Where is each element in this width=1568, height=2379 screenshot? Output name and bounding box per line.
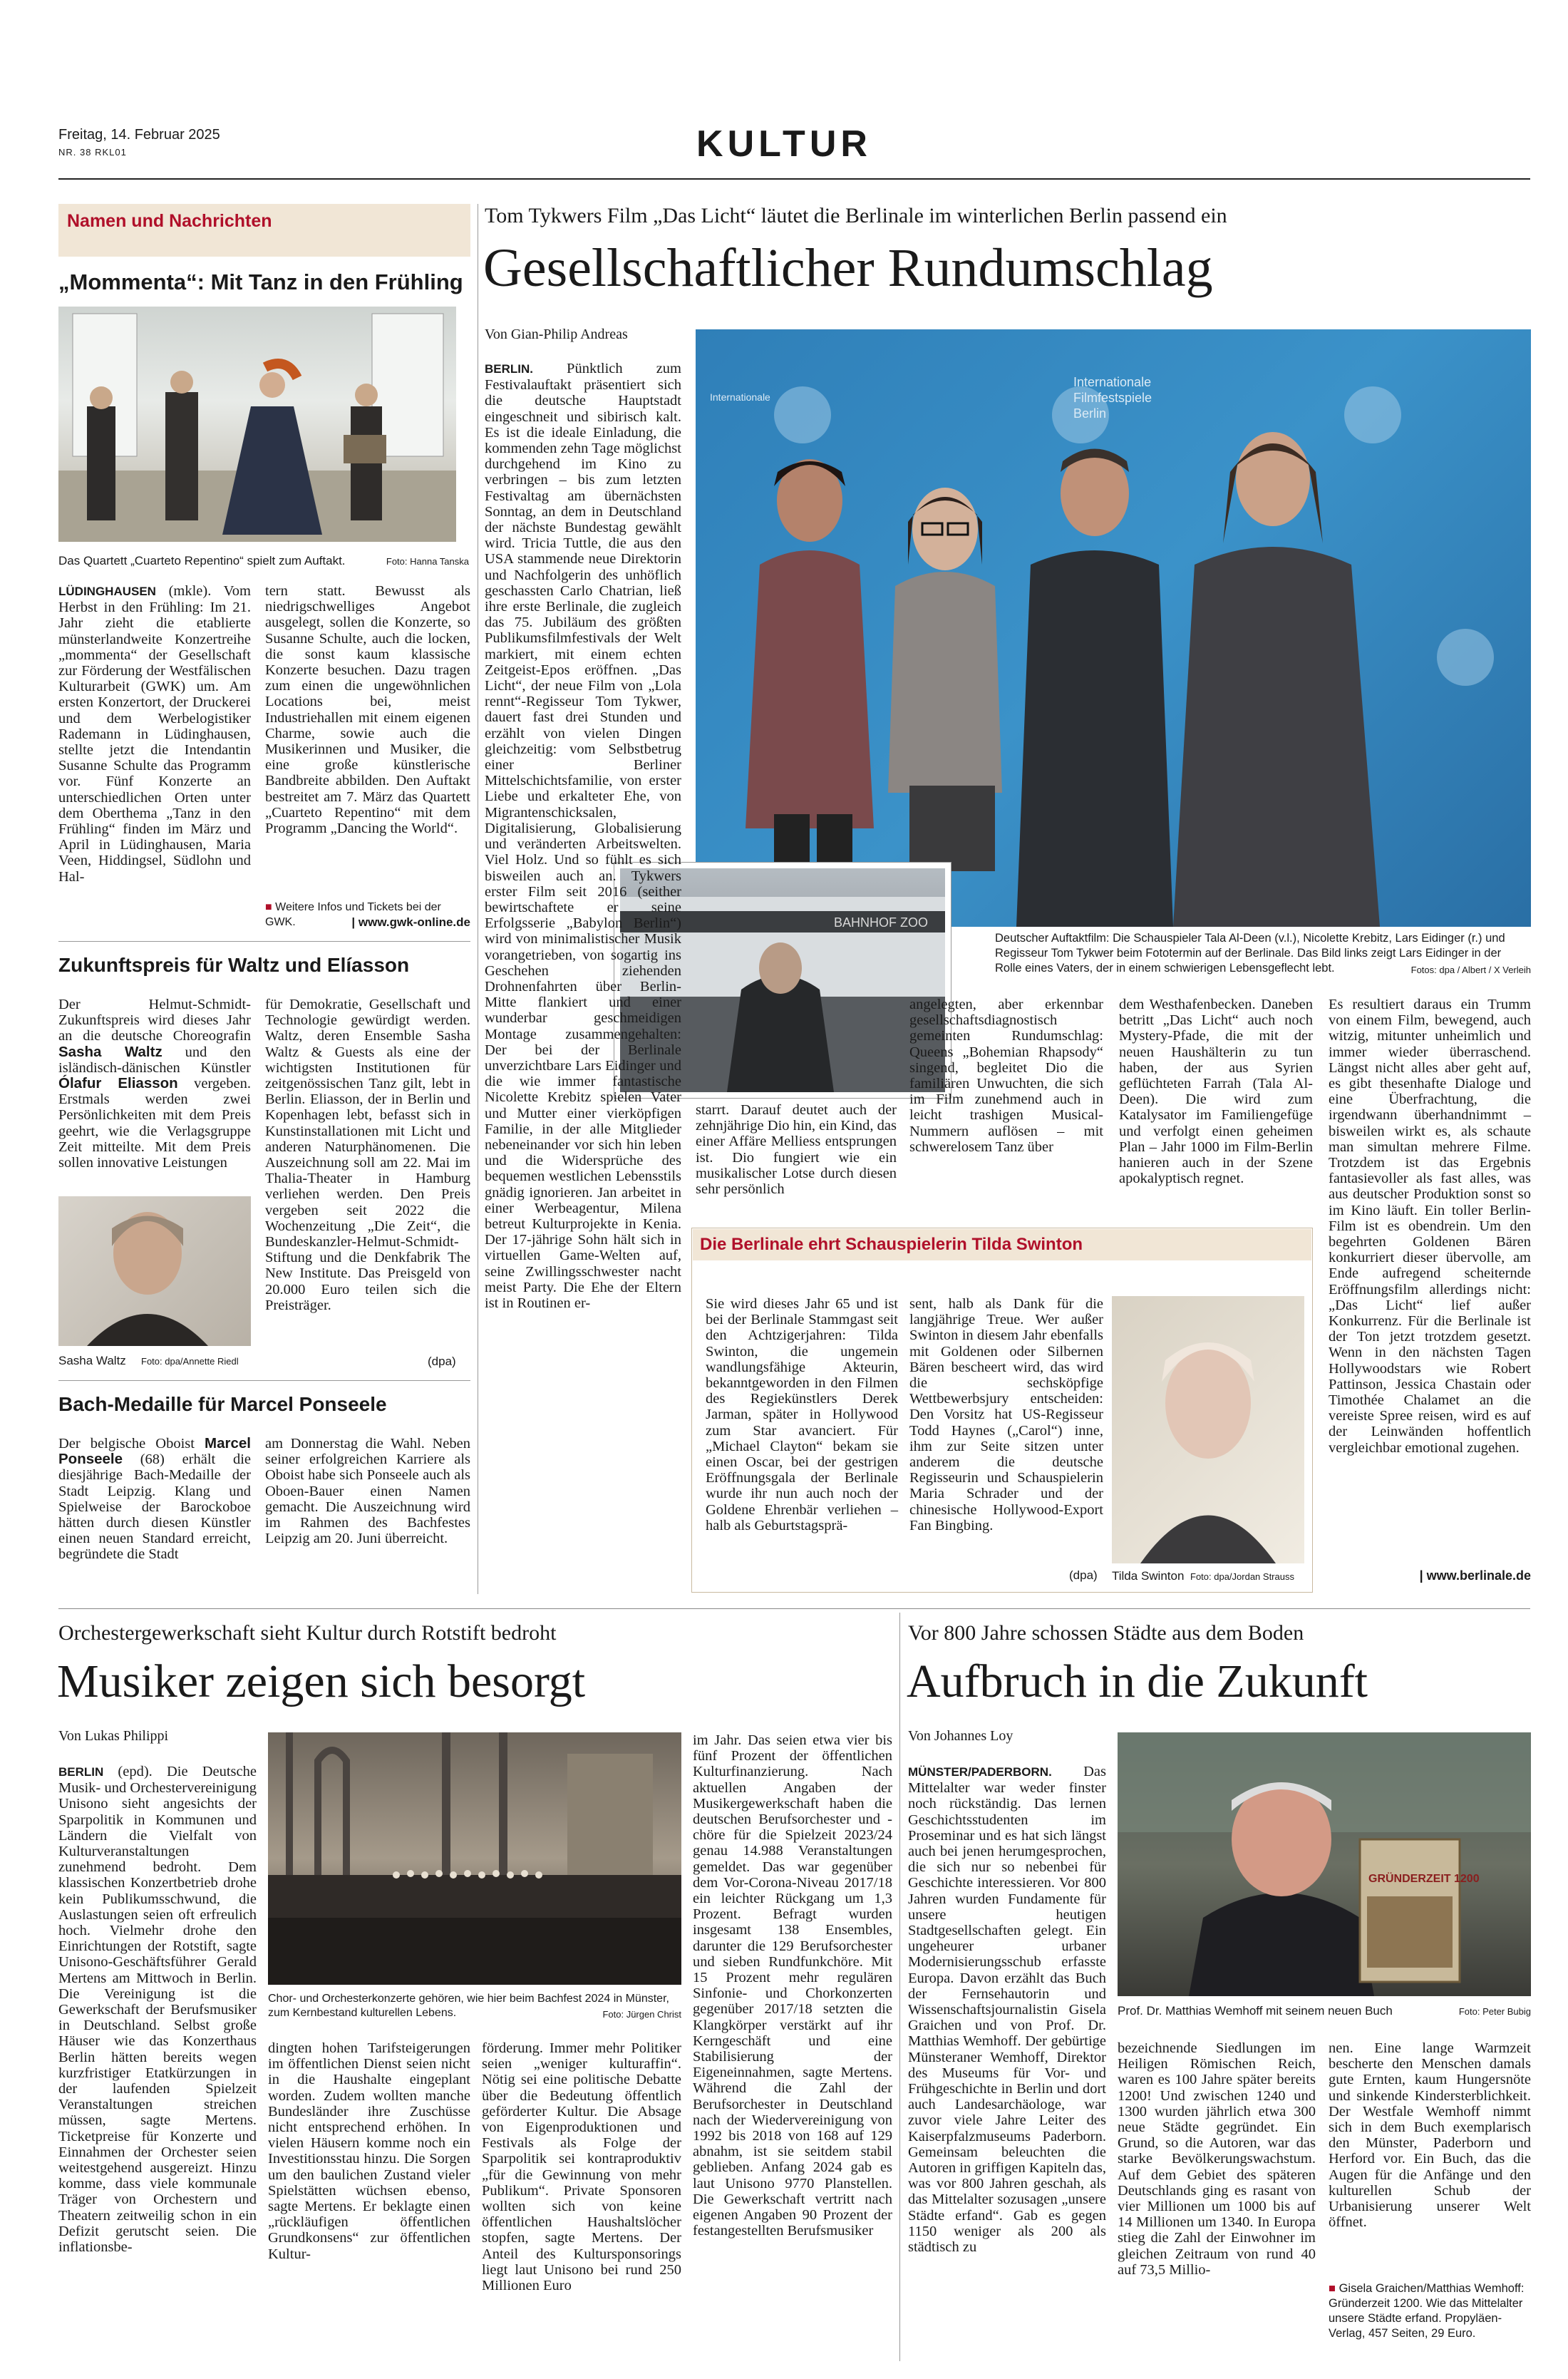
divider (58, 1380, 470, 1381)
main-col3: angelegten, aber erkennbar gesellschaftsdiagnostisch gemeinten Rundumschlag: Queens „Bohemian Rhapsody“ singend, begleitet Dio die familiären Unwuchten, die sich im Film zunehmend auch in leicht trashigen Musical-Nummern auflösen – mit schwerelosem Tanz über (909, 997, 1103, 1155)
wemhoff-photo (1118, 1732, 1531, 1996)
quartet-caption: Das Quartett „Cuarteto Repentino“ spielt zum Auftakt. (58, 554, 346, 567)
book-cover-title: GRÜNDERZEIT 1200 (1368, 1873, 1480, 1885)
tilda-swinton-photo (1112, 1296, 1304, 1563)
bach-col2: am Donnerstag die Wahl. Neben seiner erfolgreichen Karriere als Oboist habe sich Ponseele auch als Oboen-Bauer einen Namen gemacht. Die Auszeichnung wird im Rahmen des Bachfestes Leipzig am 20. Juni überreicht. (265, 1436, 470, 1547)
main-col2: starrt. Darauf deutet auch der zehnjährige Dio hin, ein Kind, das einer Affäre Melliess entsprungen ist. Dio fungiert wie ein musikalischer Lotse durch diesen sehr persönlich (696, 1102, 897, 1198)
station-sign: BAHNHOF ZOO (834, 915, 929, 930)
sasha-waltz-photo (58, 1196, 251, 1346)
concert-caption: Chor- und Orchesterkonzerte gehören, wie hier beim Bachfest 2024 in Münster, zum Kernbestand kulturellen Lebens. (268, 1993, 669, 2019)
main-col5: Es resultiert daraus ein Trumm von einem Film, bewegend, auch witzig, mitunter unheimlich und immer wieder überraschend. Längst nicht alles aber geht auf, es gibt thesenhafte Dialoge und eine Überfrachtung, die irgendwann überhandnimmt – bisweilen wirkt es, als schaute man simultan mehrere Filme. Trotzdem ist das Ergebnis fantasievoller als fast alles, was aus deutscher Produktion sonst so im Kino läuft. Ein toller Berlin-Film ist es obendrein. Um den begehrten Goldenen Bären konkurriert dieser übervolle, am Ende aufregend scheiternde Eröffnungsfilm allerdings nicht: „Das Licht“ lief außer Konkurrenz. Für die Berlinale ist der Ton jetzt trotzdem gesetzt. Wenn in den nächsten Tagen Hollywoodstars wie Robert Pattinson, Jessica Chastain oder Timothée Chalamet an die vereiste Spree reisen, wird es auf der Leinwänden hoffentlich vergleichbar emotional zugehen. (1329, 997, 1531, 1456)
musiker-col3: förderung. Immer mehr Politiker seien „weniger kulturaffin“. Nötig sei eine politische Debatte über die Bedeutung öffentlich geförderter Kultur. Die Absage von Eigenproduktionen und Festivals als Folge der Sparpolitik sei kontraproduktiv „für die Gewinnung von mehr Publikum“. Private Sponsoren wollten sich von keine öffentlichen Haushaltslöcher stopfen, sagte Mertens. Der Anteil des Kultursponsorings liegt laut Unisono bei rund 250 Millionen Euro (482, 2040, 681, 2294)
musiker-byline: Von Lukas Philippi (58, 1728, 169, 1744)
aufbruch-kicker: Vor 800 Jahre schossen Städte aus dem Boden (908, 1621, 1304, 1645)
mommenta-info: ■ Weitere Infos und Tickets bei der GWK. (265, 901, 441, 928)
mommenta-headline: „Mommenta“: Mit Tanz in den Frühling (58, 269, 463, 294)
wemhoff-svg (1118, 1732, 1531, 1996)
bach-col1: Der belgische Oboist Marcel Ponseele (68) erhält die diesjährige Bach-Medaille der Stadt Leipzig. Klang und Spielweise der Barockoboe hätten durch diesen Künstler einen neuen Standard erreicht, begründete die Stadt (58, 1435, 251, 1563)
main-col1: BERLIN. Pünktlich zum Festivalauftakt präsentiert sich die deutsche Hauptstadt eingeschneit und sibirisch kalt. Es ist die ideale Einladung, die kommenden zehn Tage möglichst durchgehend im Kino zu verbringen – bis zum letzten Festivaltag am übernächsten Sonntag, an dem in Deutschland der nächste Bundestag gewählt wird. Tricia Tuttle, die aus den USA stammende neue Direktorin und Nachfolgerin des unhöflich geschassten Carlo Chatrian, ließ ihre erste Berlinale, die zugleich das 75. Jubiläum des größten Publikumsfilmfestivals der Welt markiert, mit einem echten Zeitgeist-Epos eröffnen. „Das Licht“, der neue Film von „Lola rennt“-Regisseur Tom Tykwer, dauert fast drei Stunden und erzählt von vielen Dingen gleichzeitig: vom Selbstbetrug einer Berliner Mittelschichtsfamilie, von erster Liebe und erkalteter Ehe, von Migrantenschicksalen, Digitalisierung, Globalisierung und veränderten Arbeitswelten. Viel Holz. Und so fühlt es sich bisweilen auch an. Tykwers erster Film seit 2016 (seither bewirtschaftete er seine Erfolgsserie „Babylon Berlin“) wird von minimalistischer Musik vorangetrieben, von sogartig ins Geschehen ziehenden Drohnenfahrten über Berlin-Mitte flankiert und einer wunderbar geschmeidigen Montage zusammengehalten: Der bei der Berlinale unverzichtbare Lars Eidinger und die wie immer fantastische Nicolette Krebitz spielen Vater und Mutter einer vierköpfigen Familie, in der alle Mitglieder nebeneinander vor sich hin leben und die Widersprüche des bequemen westlichen Lebensstils gnädig ignorieren. Jan arbeitet in einer Werbeagentur, Milena betreut Kulturprojekte in Kenia. Der 17-jährige Sohn hält sich in virtuellen Game-Welten auf, seine Zwillingsschwester nacht meist Party. Die Ehe der Eltern ist in Routinen er- (485, 361, 681, 1311)
wemhoff-caption: Prof. Dr. Matthias Wemhoff mit seinem neuen Buch (1118, 2004, 1393, 2018)
svg-text:Internationale: Internationale (710, 391, 770, 403)
aufbruch-col3: nen. Eine lange Warmzeit bescherte den Menschen damals gute Ernten, kaum Hungersnöte und sinkende Kindersterblichkeit. Der Westfale Wemhoff nimmt sich in dem Buch exemplarisch den Münster, Paderborn und Herford vor. Ein Buch, das die Augen für die Anfänge und den kulturellen Schub der Urbanisierung unserer Welt öffnet. (1329, 2040, 1531, 2231)
waltz-caption: Sasha Waltz (58, 1354, 126, 1367)
names-news-label: Namen und Nachrichten (58, 204, 470, 257)
musiker-col4: im Jahr. Das seien etwa vier bis fünf Prozent der öffentlichen Kulturfinanzierung. Nach aktuellen Angaben der Musikergewerkschaft haben die deutschen Berufsorchester und -chöre für die Spielzeit 2023/24 genau 14.988 Veranstaltungen gemeldet. Das war gegenüber dem Vor-Corona-Niveau 2017/18 ein leichter Rückgang um 1,3 Prozent. Befragt wurden insgesamt 138 Ensembles, darunter die 129 Berufsorchester und sieben Rundfunkchöre. Mit 15 Prozent mehr regulären Sinfonie- und Chorkonzerten gegenüber 2017/18 setzten die Klangkörper verstärkt auf ihr Kerngeschäft und eine Stabilisierung der Eigeneinnahmen, sagte Mertens. Während die Zahl der Berufsorchester in Deutschland nach der Wiedervereinigung von 1992 bis 2018 von 168 auf 129 abnahm, ist sie seitdem stabil geblieben. Anfang 2024 gab es laut Unisono 9770 Planstellen. Die Gewerkschaft vertritt nach eigenen Angaben 90 Prozent der festangestellten Berufsmusiker (693, 1732, 892, 2239)
wemhoff-credit: Foto: Peter Bubig (1458, 2006, 1531, 2017)
swinton-caption: Tilda Swinton (1112, 1569, 1185, 1583)
waltz-dpa: (dpa) (428, 1355, 456, 1368)
main-byline: Von Gian-Philip Andreas (485, 327, 628, 342)
issue-date: Freitag, 14. Februar 2025 (58, 127, 220, 143)
photocall-credit: Fotos: dpa / Albert / X Verleih (1410, 965, 1531, 975)
section-title: KULTUR (696, 123, 872, 165)
bach-headline: Bach-Medaille für Marcel Ponseele (58, 1393, 387, 1415)
column-divider (899, 1613, 900, 2361)
musiker-kicker: Orchestergewerkschaft sieht Kultur durch Rotstift bedroht (58, 1621, 557, 1645)
swinton-credit: Foto: dpa/Jordan Strauss (1190, 1571, 1294, 1582)
waltz-col1: Der Helmut-Schmidt-Zukunftspreis wird dieses Jahr an die deutsche Choreografin Sasha Waltz und den isländisch-dänischen Künstler Ólafur Eliasson vergeben. Erstmals werden zwei Persönlichkeiten mit dem Preis geehrt, wie die Verlagsgruppe Zeit mitteilte. Mit dem Preis sollen innovative Leistungen (58, 997, 251, 1171)
main-headline: Gesellschaftlicher Rundumschlag (483, 238, 1213, 298)
quartet-credit: Foto: Hanna Tanska (386, 556, 469, 567)
gwk-link[interactable]: | www.gwk-online.de (351, 915, 470, 929)
concert-credit: Foto: Jürgen Christ (602, 2009, 681, 2020)
main-col4: dem Westhafenbecken. Daneben betritt „Das Licht“ auch noch Mystery-Pfade, die mit der neuen Haushälterin zu tun haben, der aus Syrien geflüchteten Farrah (Tala Al-Deen). Die wird zum Katalysator im Familiengefüge und verfolgt einen geheimen Plan – Jahr 1000 im Film-Berlin hanieren auch in der Szene apokalyptisch regnet. (1119, 997, 1313, 1187)
svg-text:Berlin: Berlin (1073, 406, 1107, 421)
issue-number: NR. 38 RKL01 (58, 147, 127, 158)
swinton-label: Die Berlinale ehrt Schauspielerin Tilda Swinton (693, 1229, 1311, 1260)
header-rule (58, 178, 1530, 180)
aufbruch-headline: Aufbruch in die Zukunft (907, 1655, 1368, 1707)
portrait-svg (58, 1196, 251, 1346)
aufbruch-col1: MÜNSTER/PADERBORN. Das Mittelalter war weder finster noch rückständig. Das lernen Geschichtsstudenten im Proseminar und es hat sich längst auch bei jenen herumgesprochen, die sich nur so nebenbei für Geschichte interessieren. Vor 800 Jahren wurden Fundamente für unsere heutigen Stadtgesellschaften gelegt. Ein ungeheurer urbaner Modernisierungsschub erfasste Europa. Davon erzählt das Buch der Fernsehautorin und Wissenschaftsjournalistin Gisela Graichen und von Prof. Dr. Matthias Wemhoff. Der gebürtige Münsteraner Wemhoff, Direktor des Museums für Vor- und Frühgeschichte in Berlin und dort auch Landesarchäologe, war zuvor viele Jahre Leiter des Kaiserpfalzmuseums Paderborn. Gemeinsam beleuchten die Autoren in griffigen Kapiteln das, was vor 800 Jahren geschah, als das Mittelalter sozusagen „unsere Städte erfand“. Gab es gegen 1150 weniger als 200 als städtisch zu (908, 1764, 1107, 2256)
berlinale-photocall-photo (696, 329, 1531, 927)
waltz-credit: Foto: dpa/Annette Riedl (141, 1356, 239, 1367)
swinton-dpa: (dpa) (1069, 1568, 1098, 1582)
photocall-svg (696, 329, 1531, 927)
svg-text:Internationale: Internationale (1073, 375, 1152, 389)
svg-text:Filmfestspiele: Filmfestspiele (1073, 391, 1152, 405)
waltz-col2: für Demokratie, Gesellschaft und Technologie gewürdigt werden. Waltz, deren Ensemble Sasha Waltz & Guests als eine der wichtigsten Institutionen für zeitgenössischen Tanz gilt, lebt in Berlin. Eliasson, der in Berlin und Kopenhagen lebt, befasst sich in Kunstinstallationen mit Licht und anderen Naturphänomenen. Die Auszeichnung soll am 22. Mai im Thalia-Theater in Hamburg verliehen werden. Den Preis vergeben seit 2022 die Wochenzeitung „Die Zeit“, die Bundeskanzler-Helmut-Schmidt-Stiftung und die Denkfabrik The New Institute. Das Preisgeld von 20.000 Euro teilen sich die Preisträger. (265, 997, 470, 1313)
mommenta-col2: tern statt. Bewusst als niedrigschwelliges Angebot ausgelegt, sollen die Konzerte, so Susanne Schulte, auch die locken, die sonst kaum klassische Konzerte besuchen. Dazu tragen zum einen die ungewöhnlichen Locations bei, meist Industriehallen mit einem eigenen Charme, sowie auch die Musikerinnen und Musiker, die eine große künstlerische Bandbreite abbilden. Den Auftakt bestreitet am 7. März das Quartett „Cuarteto Repentino“ mit dem Programm „Dancing the World“. (265, 583, 470, 837)
swinton-col1: Sie wird dieses Jahr 65 und ist bei der Berlinale Stammgast seit den Achtzigerjahren: Tilda Swinton, die ungemein wandlungsfähige Akteurin, bekanntgeworden in den Filmen des Regiekünstlers Derek Jarman, später in Hollywood zum Star avanciert. Für „Michael Clayton“ bekam sie einen Oscar, bei der gestrigen Eröffnungsgala der Berlinale wurde ihr nun auch noch der Goldene Ehrenbär verliehen – halb als Geburtstagsprä- (706, 1296, 898, 1533)
quartet-photo (58, 307, 456, 542)
divider (58, 941, 470, 942)
berlinale-link[interactable]: | www.berlinale.de (1419, 1568, 1531, 1583)
main-kicker: Tom Tykwers Film „Das Licht“ läutet die Berlinale im winterlichen Berlin passend ein (485, 204, 1227, 227)
swinton-svg (1112, 1296, 1304, 1563)
aufbruch-col2: bezeichnende Siedlungen im Heiligen Römischen Reich, waren es 100 Jahre später bereits 1200! Und zwischen 1240 und 1300 wurden jährlich etwa 300 neue Städte gegründet. Ein Grund, so die Autoren, war das starke Bevölkerungswachstum. Auf dem Gebiet des späteren Deutschlands ging es rasant von vier Millionen um 1000 bis auf 14 Millionen um 1340. In Europa stieg die Zahl der Einwohner im gleichen Zeitraum von rund 40 auf 73,5 Millio- (1118, 2040, 1316, 2278)
musiker-col2: dingten hohen Tarifsteigerungen im öffentlichen Dienst seien nicht in die Haushalte eingeplant worden. Zudem wollten manche Bundesländer ihre Zuschüsse nicht entsprechend erhöhen. In vielen Häusern komme noch ein Investitionsstau hinzu. Die Sorgen um den baulichen Zustand vieler Spielstätten wüchsen ebenso, sagte Mertens. Er beklagte einen „rückläufigen öffentlichen Grundkonsens“ zur öffentlichen Kultur- (268, 2040, 470, 2262)
concert-svg (268, 1732, 681, 1985)
swinton-col2: sent, halb als Dank für die langjährige Treue. Wer außer Swinton in diesem Jahr ebenfalls mit Goldenen oder Silbernen Bären bescheert wird, das wird die sechsköpfige Wettbewerbsjury entscheiden: Den Vorsitz hat US-Regisseur Todd Haynes („Carol“) inne, ihm zur Seite sitzen unter anderem die deutsche Regisseurin und Schauspielerin Maria Schrader und der chinesische Hollywood-Export Fan Bingbing. (909, 1296, 1103, 1533)
section-divider (58, 1608, 1530, 1609)
quartet-photo-svg (58, 307, 456, 542)
main-col1b (485, 1102, 681, 1597)
musiker-col1: BERLIN (epd). Die Deutsche Musik- und Orchestervereinigung Unisono sieht angesichts der Sparpolitik in Kommunen und Ländern die Vielfalt von Kulturveranstaltungen zunehmend bedroht. Dem klassischen Konzertbetrieb drohe kein Publikumsschwund, die Auslastungen seien oft erfreulich hoch. Vielmehr drohe den Einrichtungen der Rotstift, sagte Unisono-Geschäftsführer Gerald Mertens am Mittwoch in Berlin. Die Vereinigung ist die Gewerkschaft der Berufsmusiker in Deutschland. Selbst große Häuser wie das Konzerthaus Berlin hätten bereits wegen kurzfristiger Etatkürzungen in der laufenden Spielzeit Veranstaltungen streichen müssen, sagte Mertens. Ticketpreise für Konzerte und Einnahmen der Orchester seien weitestgehend ausgereizt. Hinzu komme, dass viele kommunale Träger von Orchestern und Theatern zeitweilig schon in ein Defizit gerutscht seien. Die inflationsbe- (58, 1764, 257, 2256)
waltz-headline: Zukunftspreis für Waltz und Elíasson (58, 954, 410, 976)
photocall-caption: Deutscher Auftaktfilm: Die Schauspieler Tala Al-Deen (v.l.), Nicolette Krebitz, Lars Eidinger (r.) und Regisseur Tom Tykwer beim Fototermin auf der Berlinale. Das Bild links zeigt Lars Eidinger in der Rolle eines Vaters, der in einem schwierigen Lebensgeflecht lebt. (995, 932, 1505, 975)
book-info: ■ Gisela Graichen/Matthias Wemhoff: Gründerzeit 1200. Wie das Mittelalter unsere Städte erfand. Propyläen-Verlag, 457 Seiten, 29 Euro. (1329, 2282, 1525, 2340)
musiker-headline: Musiker zeigen sich besorgt (57, 1655, 586, 1707)
concert-photo (268, 1732, 681, 1985)
aufbruch-byline: Von Johannes Loy (908, 1728, 1013, 1744)
mommenta-col1: LÜDINGHAUSEN (mkle). Vom Herbst in den Frühling: Im 21. Jahr zieht die etablierte münsterlandweite Konzertreihe „mommenta“ der Gesellschaft zur Förderung der Westfälischen Kulturarbeit (GWK) um. Am ersten Konzertort, der Druckerei und dem Werbelogistiker Rademann in Lüdinghausen, stellte jetzt die Intendantin Susanne Schulte das Programm vor. Fünf Konzerte an unterschiedlichen Orten unter dem Oberthema „Tanz in den Frühling“ finden im März und April in Lüdinghausen, Maria Veen, Hiddingsel, Südlohn und Hal- (58, 583, 251, 885)
